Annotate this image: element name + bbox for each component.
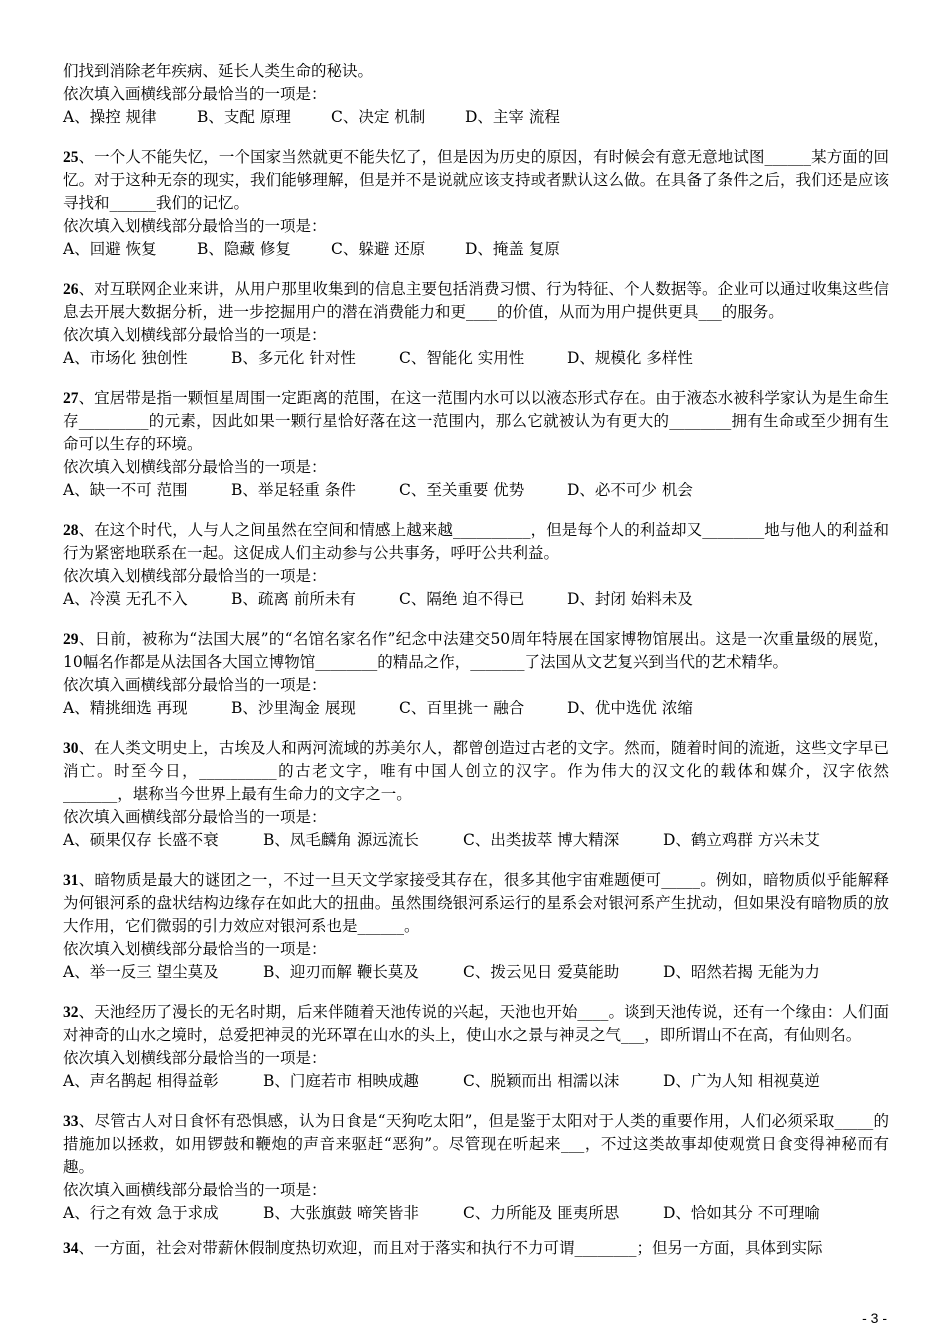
option-a: A、操控 规律 bbox=[63, 108, 157, 126]
question-text bbox=[63, 628, 889, 674]
option-b: B、疏离 前所未有 bbox=[231, 590, 356, 608]
question-body: 、一个人不能失忆，一个国家当然就更不能失忆了，但是因为历史的原因，有时候会有意无意地试图______某方面的回忆。对于这种无奈的现实，我们能够理解，但是并不是说就应该支持或者默认这么做。在具备了条件之后，我们还是应该寻找和______我们的记忆。 bbox=[63, 148, 889, 212]
option-d: D、主宰 流程 bbox=[465, 108, 560, 126]
question-30 bbox=[63, 737, 889, 852]
option-b: B、隐藏 修复 bbox=[197, 240, 291, 258]
option-a: A、冷漠 无孔不入 bbox=[63, 590, 188, 608]
question-number: 29 bbox=[63, 631, 79, 648]
option-d: D、必不可少 机会 bbox=[567, 481, 693, 499]
option-b: B、凤毛麟角 源远流长 bbox=[263, 831, 419, 849]
question-text bbox=[63, 278, 889, 324]
question-prompt: 依次填入划横线部分最恰当的一项是： bbox=[63, 567, 327, 585]
question-text bbox=[63, 1110, 889, 1179]
answer-options bbox=[63, 961, 889, 984]
answer-options bbox=[63, 238, 889, 261]
question-29 bbox=[63, 628, 889, 720]
answer-options bbox=[63, 1070, 889, 1093]
question-prompt: 依次填入划横线部分最恰当的一项是： bbox=[63, 1049, 327, 1067]
option-a: A、精挑细选 再现 bbox=[63, 699, 188, 717]
question-text bbox=[63, 519, 889, 565]
question-number: 30 bbox=[63, 740, 79, 757]
answer-options bbox=[63, 479, 889, 502]
question-prompt: 依次填入划横线部分最恰当的一项是： bbox=[63, 326, 327, 344]
option-a: A、市场化 独创性 bbox=[63, 349, 188, 367]
question-body: 、暗物质是最大的谜团之一，不过一旦天文学家接受其存在，很多其他宇宙难题便可_____。例如，暗物质似乎能解释为何银河系的盘状结构边缘存在如此大的扭曲。虽然围绕银河系运行的星系会对银河系产生扰动，但如果没有暗物质的放大作用，它们微弱的引力效应对银河系也是______。 bbox=[63, 871, 889, 935]
question-number: 31 bbox=[63, 872, 79, 889]
question-32 bbox=[63, 1001, 889, 1093]
question-body: 、宜居带是指一颗恒星周围一定距离的范围，在这一范围内水可以以液态形式存在。由于液态水被科学家认为是生命生存_________的元素，因此如果一颗行星恰好落在这一范围内，那么它就被认为有更大的________拥有生命或至少拥有生命可以生存的环境。 bbox=[63, 389, 889, 453]
option-d: D、鹤立鸡群 方兴未艾 bbox=[663, 831, 820, 849]
option-c: C、躲避 还原 bbox=[331, 240, 426, 258]
question-text bbox=[63, 1237, 889, 1260]
question-body: 、天池经历了漫长的无名时期，后来伴随着天池传说的兴起，天池也开始____。谈到天池传说，还有一个缘由：人们面对神奇的山水之境时，总爱把神灵的光环罩在山水的头上，使山水之景与神灵之气___，即所谓山不在高，有仙则名。 bbox=[63, 1003, 889, 1044]
option-d: D、优中选优 浓缩 bbox=[567, 699, 693, 717]
question-number: 28 bbox=[63, 522, 79, 539]
option-a: A、声名鹊起 相得益彰 bbox=[63, 1072, 219, 1090]
answer-options bbox=[63, 347, 889, 370]
question-prompt: 依次填入画横线部分最恰当的一项是： bbox=[63, 808, 327, 826]
question-prompt: 依次填入划横线部分最恰当的一项是： bbox=[63, 458, 327, 476]
option-d: D、规模化 多样性 bbox=[567, 349, 693, 367]
option-c: C、脱颖而出 相濡以沫 bbox=[463, 1072, 620, 1090]
question-body: 、在人类文明史上，古埃及人和两河流域的苏美尔人，都曾创造过古老的文字。然而，随着时间的流逝，这些文字早已消亡。时至今日，__________的古老文字，唯有中国人创立的汉字。作为伟大的汉文化的载体和媒介，汉字依然_______，堪称当今世界上最有生命力的文字之一。 bbox=[63, 739, 889, 803]
option-b: B、门庭若市 相映成趣 bbox=[263, 1072, 419, 1090]
option-a: A、回避 恢复 bbox=[63, 240, 157, 258]
option-c: C、出类拔萃 博大精深 bbox=[463, 831, 620, 849]
option-b: B、大张旗鼓 啼笑皆非 bbox=[263, 1204, 419, 1222]
option-b: B、支配 原理 bbox=[197, 108, 291, 126]
page-number: - 3 - bbox=[862, 1310, 887, 1326]
answer-options bbox=[63, 829, 889, 852]
question-text bbox=[63, 737, 889, 806]
option-b: B、沙里淘金 展现 bbox=[231, 699, 356, 717]
option-d: D、昭然若揭 无能为力 bbox=[663, 963, 820, 981]
question-prompt: 依次填入画横线部分最恰当的一项是： bbox=[63, 1181, 327, 1199]
option-d: D、恰如其分 不可理喻 bbox=[663, 1204, 820, 1222]
question-text bbox=[63, 1001, 889, 1047]
option-c: C、智能化 实用性 bbox=[399, 349, 525, 367]
question-number: 26 bbox=[63, 281, 79, 298]
question-prompt: 依次填入画横线部分最恰当的一项是： bbox=[63, 676, 327, 694]
question-body: 、对互联网企业来讲，从用户那里收集到的信息主要包括消费习惯、行为特征、个人数据等。企业可以通过收集这些信息去开展大数据分析，进一步挖掘用户的潜在消费能力和更____的价值，从而为用户提供更具___的服务。 bbox=[63, 280, 889, 321]
question-33 bbox=[63, 1110, 889, 1225]
option-c: C、百里挑一 融合 bbox=[399, 699, 525, 717]
option-c: C、决定 机制 bbox=[331, 108, 426, 126]
option-b: B、多元化 针对性 bbox=[231, 349, 356, 367]
option-d: D、掩盖 复原 bbox=[465, 240, 560, 258]
question-number: 32 bbox=[63, 1004, 79, 1021]
question-31 bbox=[63, 869, 889, 984]
option-c: C、力所能及 匪夷所思 bbox=[463, 1204, 620, 1222]
question-number: 25 bbox=[63, 149, 79, 166]
question-34 bbox=[63, 1237, 889, 1260]
option-d: D、封闭 始料未及 bbox=[567, 590, 693, 608]
question-body: 、在这个时代，人与人之间虽然在空间和情感上越来越__________，但是每个人的利益却又________地与他人的利益和行为紧密地联系在一起。这促成人们主动参与公共事务，呼吁公共利益。 bbox=[63, 521, 889, 562]
question-number: 33 bbox=[63, 1113, 79, 1130]
question-text bbox=[63, 387, 889, 456]
answer-options bbox=[63, 106, 889, 129]
page-content bbox=[63, 60, 889, 1260]
question-24-tail bbox=[63, 60, 889, 129]
question-prompt: 依次填入画横线部分最恰当的一项是： bbox=[63, 85, 327, 103]
question-body: 、日前，被称为“法国大展”的“名馆名家名作”纪念中法建交50周年特展在国家博物馆展出。这是一次重量级的展览，10幅名作都是从法国各大国立博物馆________的精品之作，_______了法国从文艺复兴到当代的艺术精华。 bbox=[63, 630, 889, 671]
question-body: 、一方面，社会对带薪休假制度热切欢迎，而且对于落实和执行不力可谓________；但另一方面，具体到实际 bbox=[78, 1239, 823, 1257]
option-a: A、硕果仅存 长盛不衰 bbox=[63, 831, 219, 849]
question-number: 27 bbox=[63, 390, 79, 407]
question-28 bbox=[63, 519, 889, 611]
option-d: D、广为人知 相视莫逆 bbox=[663, 1072, 820, 1090]
option-a: A、缺一不可 范围 bbox=[63, 481, 188, 499]
option-a: A、行之有效 急于求成 bbox=[63, 1204, 219, 1222]
question-text bbox=[63, 869, 889, 938]
question-24-text-tail: 们找到消除老年疾病、延长人类生命的秘诀。 bbox=[63, 62, 374, 80]
question-27 bbox=[63, 387, 889, 502]
option-b: B、举足轻重 条件 bbox=[231, 481, 356, 499]
question-number: 34 bbox=[63, 1240, 79, 1257]
answer-options bbox=[63, 1202, 889, 1225]
question-prompt: 依次填入划横线部分最恰当的一项是： bbox=[63, 940, 327, 958]
option-c: C、拨云见日 爱莫能助 bbox=[463, 963, 620, 981]
question-prompt: 依次填入划横线部分最恰当的一项是： bbox=[63, 217, 327, 235]
option-c: C、隔绝 迫不得已 bbox=[399, 590, 525, 608]
answer-options bbox=[63, 588, 889, 611]
question-25 bbox=[63, 146, 889, 261]
answer-options bbox=[63, 697, 889, 720]
question-text bbox=[63, 146, 889, 215]
option-b: B、迎刃而解 鞭长莫及 bbox=[263, 963, 419, 981]
option-c: C、至关重要 优势 bbox=[399, 481, 525, 499]
option-a: A、举一反三 望尘莫及 bbox=[63, 963, 219, 981]
question-26 bbox=[63, 278, 889, 370]
question-body: 、尽管古人对日食怀有恐惧感，认为日食是“天狗吃太阳”，但是鉴于太阳对于人类的重要作用，人们必须采取_____的措施加以拯救，如用锣鼓和鞭炮的声音来驱赶“恶狗”。尽管现在听起来___，不过这类故事却使观赏日食变得神秘而有趣。 bbox=[63, 1112, 889, 1176]
